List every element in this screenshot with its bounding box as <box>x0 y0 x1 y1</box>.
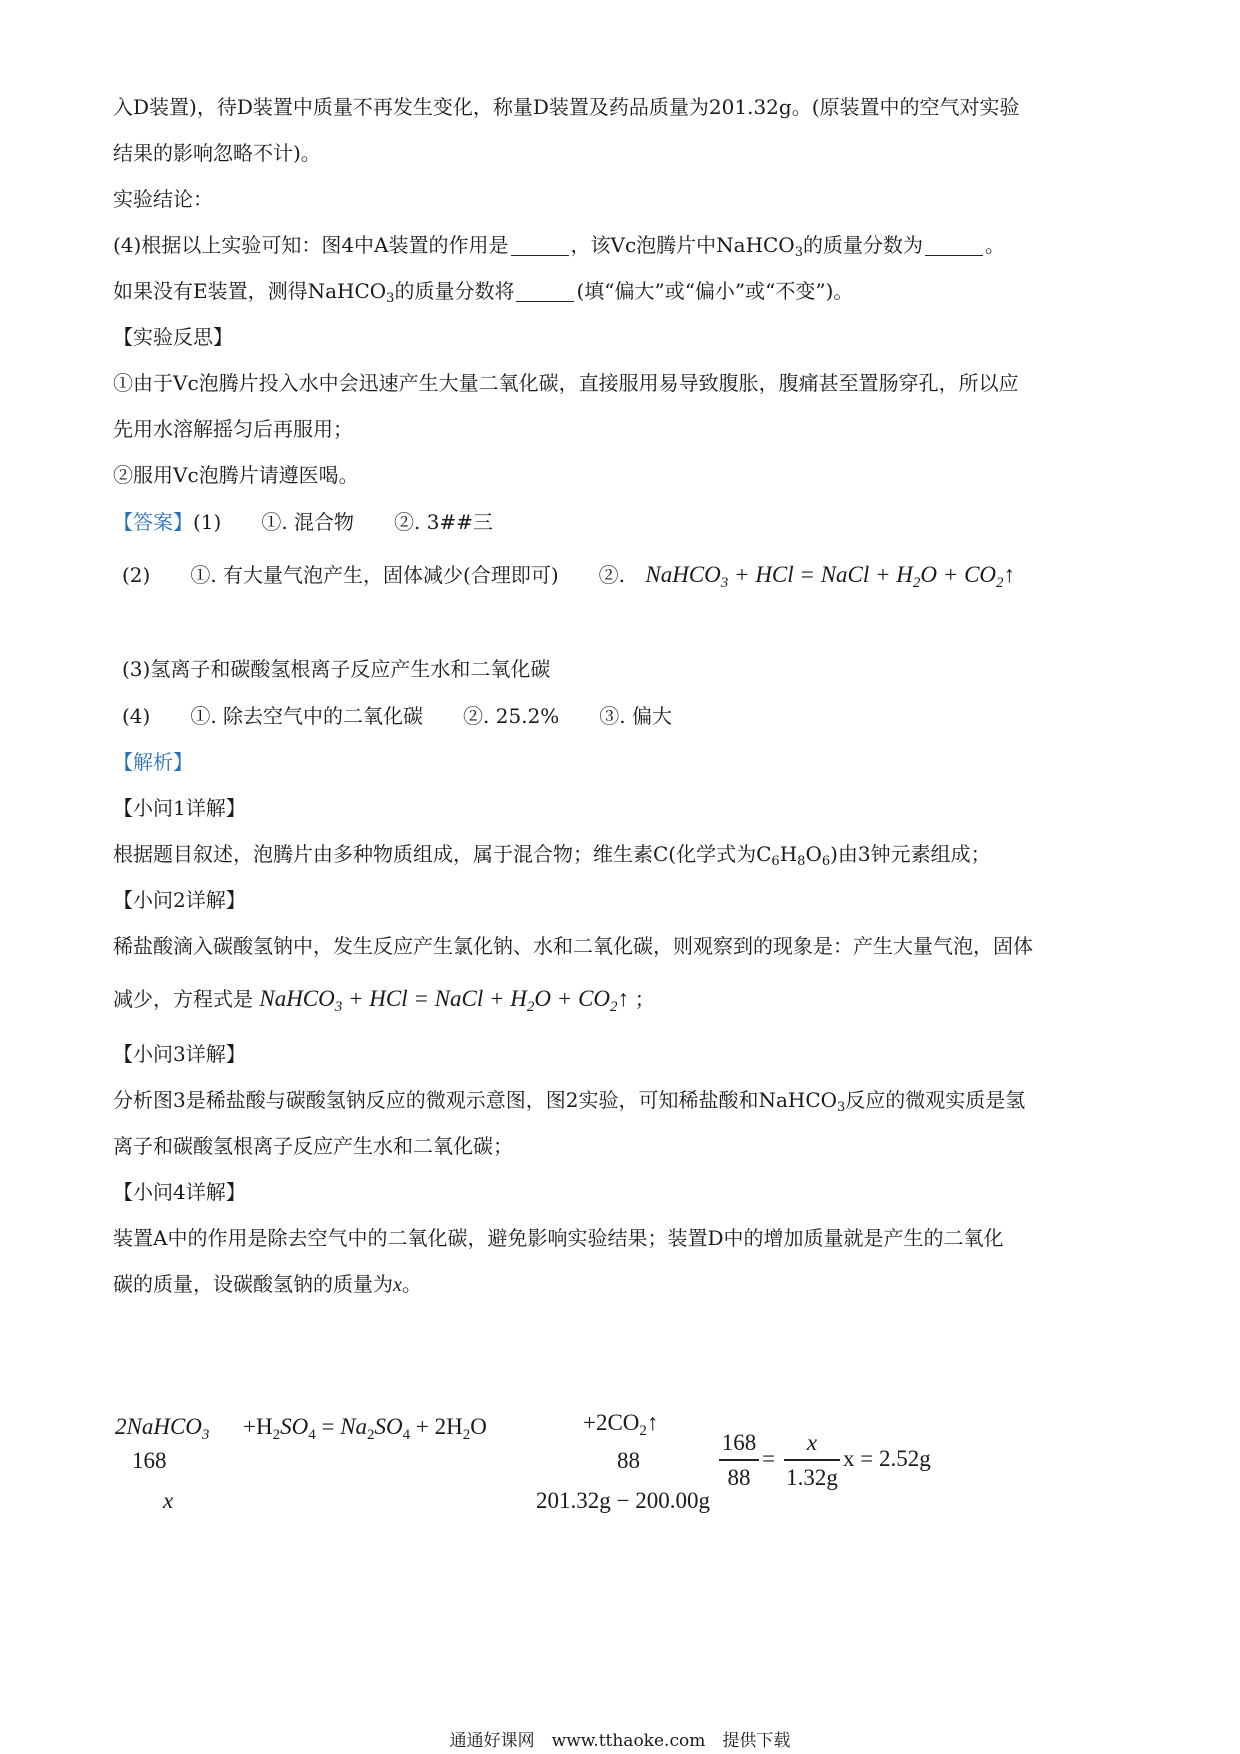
calc-product-co2: $+2CO_2↑$ <box>583 1410 659 1439</box>
calc-variable-x: x <box>163 1488 174 1513</box>
fraction-1-bar <box>719 1459 759 1461</box>
answer-line: (2) ①. 有大量气泡产生，固体减少(合理即可) ②. NaHCO$_3$ + HCl = NaCl + $H_2O$ + $CO_2↑$ <box>122 562 1016 591</box>
section-heading: 【小问4详解】 <box>113 1180 246 1204</box>
text-line: 根据题目叙述，泡腾片由多种物质组成，属于混合物；维生素C(化学式为$C_6H_8O_6$)由3钟元素组成； <box>113 842 991 869</box>
fraction-2-bar <box>784 1459 840 1461</box>
equation: NaHCO$_3$ + HCl = NaCl + $H_2O$ + $CO_2↑$ <box>645 562 1016 591</box>
question-4: (4)根据以上实验可知：图4中A装置的作用是 ，该Vc泡腾片中NaHCO$_3$的质量分数为 。 <box>113 233 1005 260</box>
section-heading: 【小问2详解】 <box>113 888 246 912</box>
equation: NaHCO$_3$ + HCl = NaCl + $H_2O$ + $CO_2↑$ <box>259 986 630 1015</box>
text-line: 入D装置)，待D装置中质量不再发生变化，称量D装置及药品质量为201.32g。(原装置中的空气对实验 <box>113 95 1020 119</box>
answer-line: 【答案】(1) ①. 混合物 ②. 3##三 <box>113 510 493 534</box>
analysis-tag: 【解析】 <box>113 750 193 774</box>
section-heading: 【小问3详解】 <box>113 1042 246 1066</box>
answer-blank <box>516 281 574 302</box>
text-line: 如果没有E装置，测得NaHCO$_3$的质量分数将 (填“偏大”或“偏小”或“不变”)。 <box>113 279 854 306</box>
section-heading: 【实验反思】 <box>113 325 233 349</box>
text-line: 稀盐酸滴入碳酸氢钠中，发生反应产生氯化钠、水和二氧化碳，则观察到的现象是：产生大量气泡，固体 <box>113 934 1033 958</box>
fraction-1-denominator: 88 <box>727 1465 751 1490</box>
text-line: 先用水溶解摇匀后再服用； <box>113 417 353 441</box>
text-line: 实验结论： <box>113 187 213 211</box>
text-line: 结果的影响忽略不计)。 <box>113 141 321 165</box>
answer-blank <box>511 235 569 256</box>
calc-molar-mass-co2: 88 <box>617 1448 640 1473</box>
section-heading: 【小问1详解】 <box>113 796 246 820</box>
text-line: 减少，方程式是 NaHCO$_3$ + HCl = NaCl + $H_2O$ + $CO_2↑$ ； <box>113 986 655 1015</box>
answer-line: (4) ①. 除去空气中的二氧化碳 ②. 25.2% ③. 偏大 <box>122 704 673 728</box>
calc-reactant-h2so4: $+H_2SO_4 = Na_2SO_4 + 2H_2O$ <box>243 1414 487 1443</box>
page-footer: 通通好课网 www.tthaoke.com 提供下载 <box>449 1731 791 1751</box>
calc-molar-mass-nahco3: 168 <box>132 1448 167 1473</box>
text-line: 离子和碳酸氢根离子反应产生水和二氧化碳； <box>113 1134 513 1158</box>
text-line: 碳的质量，设碳酸氢钠的质量为x。 <box>113 1272 422 1296</box>
fraction-2-numerator: x <box>806 1430 818 1455</box>
answer-blank <box>925 235 983 256</box>
calc-co2-mass: 201.32g − 200.00g <box>536 1488 710 1513</box>
text-line: ②服用Vc泡腾片请遵医喝。 <box>113 463 359 487</box>
fraction-1-numerator: 168 <box>721 1430 757 1455</box>
calc-result: x = 2.52g <box>843 1446 931 1471</box>
text-line: 分析图3是稀盐酸与碳酸氢钠反应的微观示意图，图2实验，可知稀盐酸和NaHCO$_3$反应的微观实质是氢 <box>113 1088 1026 1115</box>
fraction-equals: = <box>762 1446 775 1471</box>
text-line: 装置A中的作用是除去空气中的二氧化碳，避免影响实验结果；装置D中的增加质量就是产生的二氧化 <box>113 1226 1004 1250</box>
fraction-2-denominator: 1.32g <box>786 1465 838 1490</box>
answer-line: (3)氢离子和碳酸氢根离子反应产生水和二氧化碳 <box>122 657 551 681</box>
answer-tag: 【答案】 <box>113 510 193 534</box>
text-line: ①由于Vc泡腾片投入水中会迅速产生大量二氧化碳，直接服用易导致腹胀，腹痛甚至置肠穿孔，所以应 <box>113 371 1019 395</box>
calc-reactant-nahco3: 2NaHCO$_3$ <box>115 1414 210 1443</box>
